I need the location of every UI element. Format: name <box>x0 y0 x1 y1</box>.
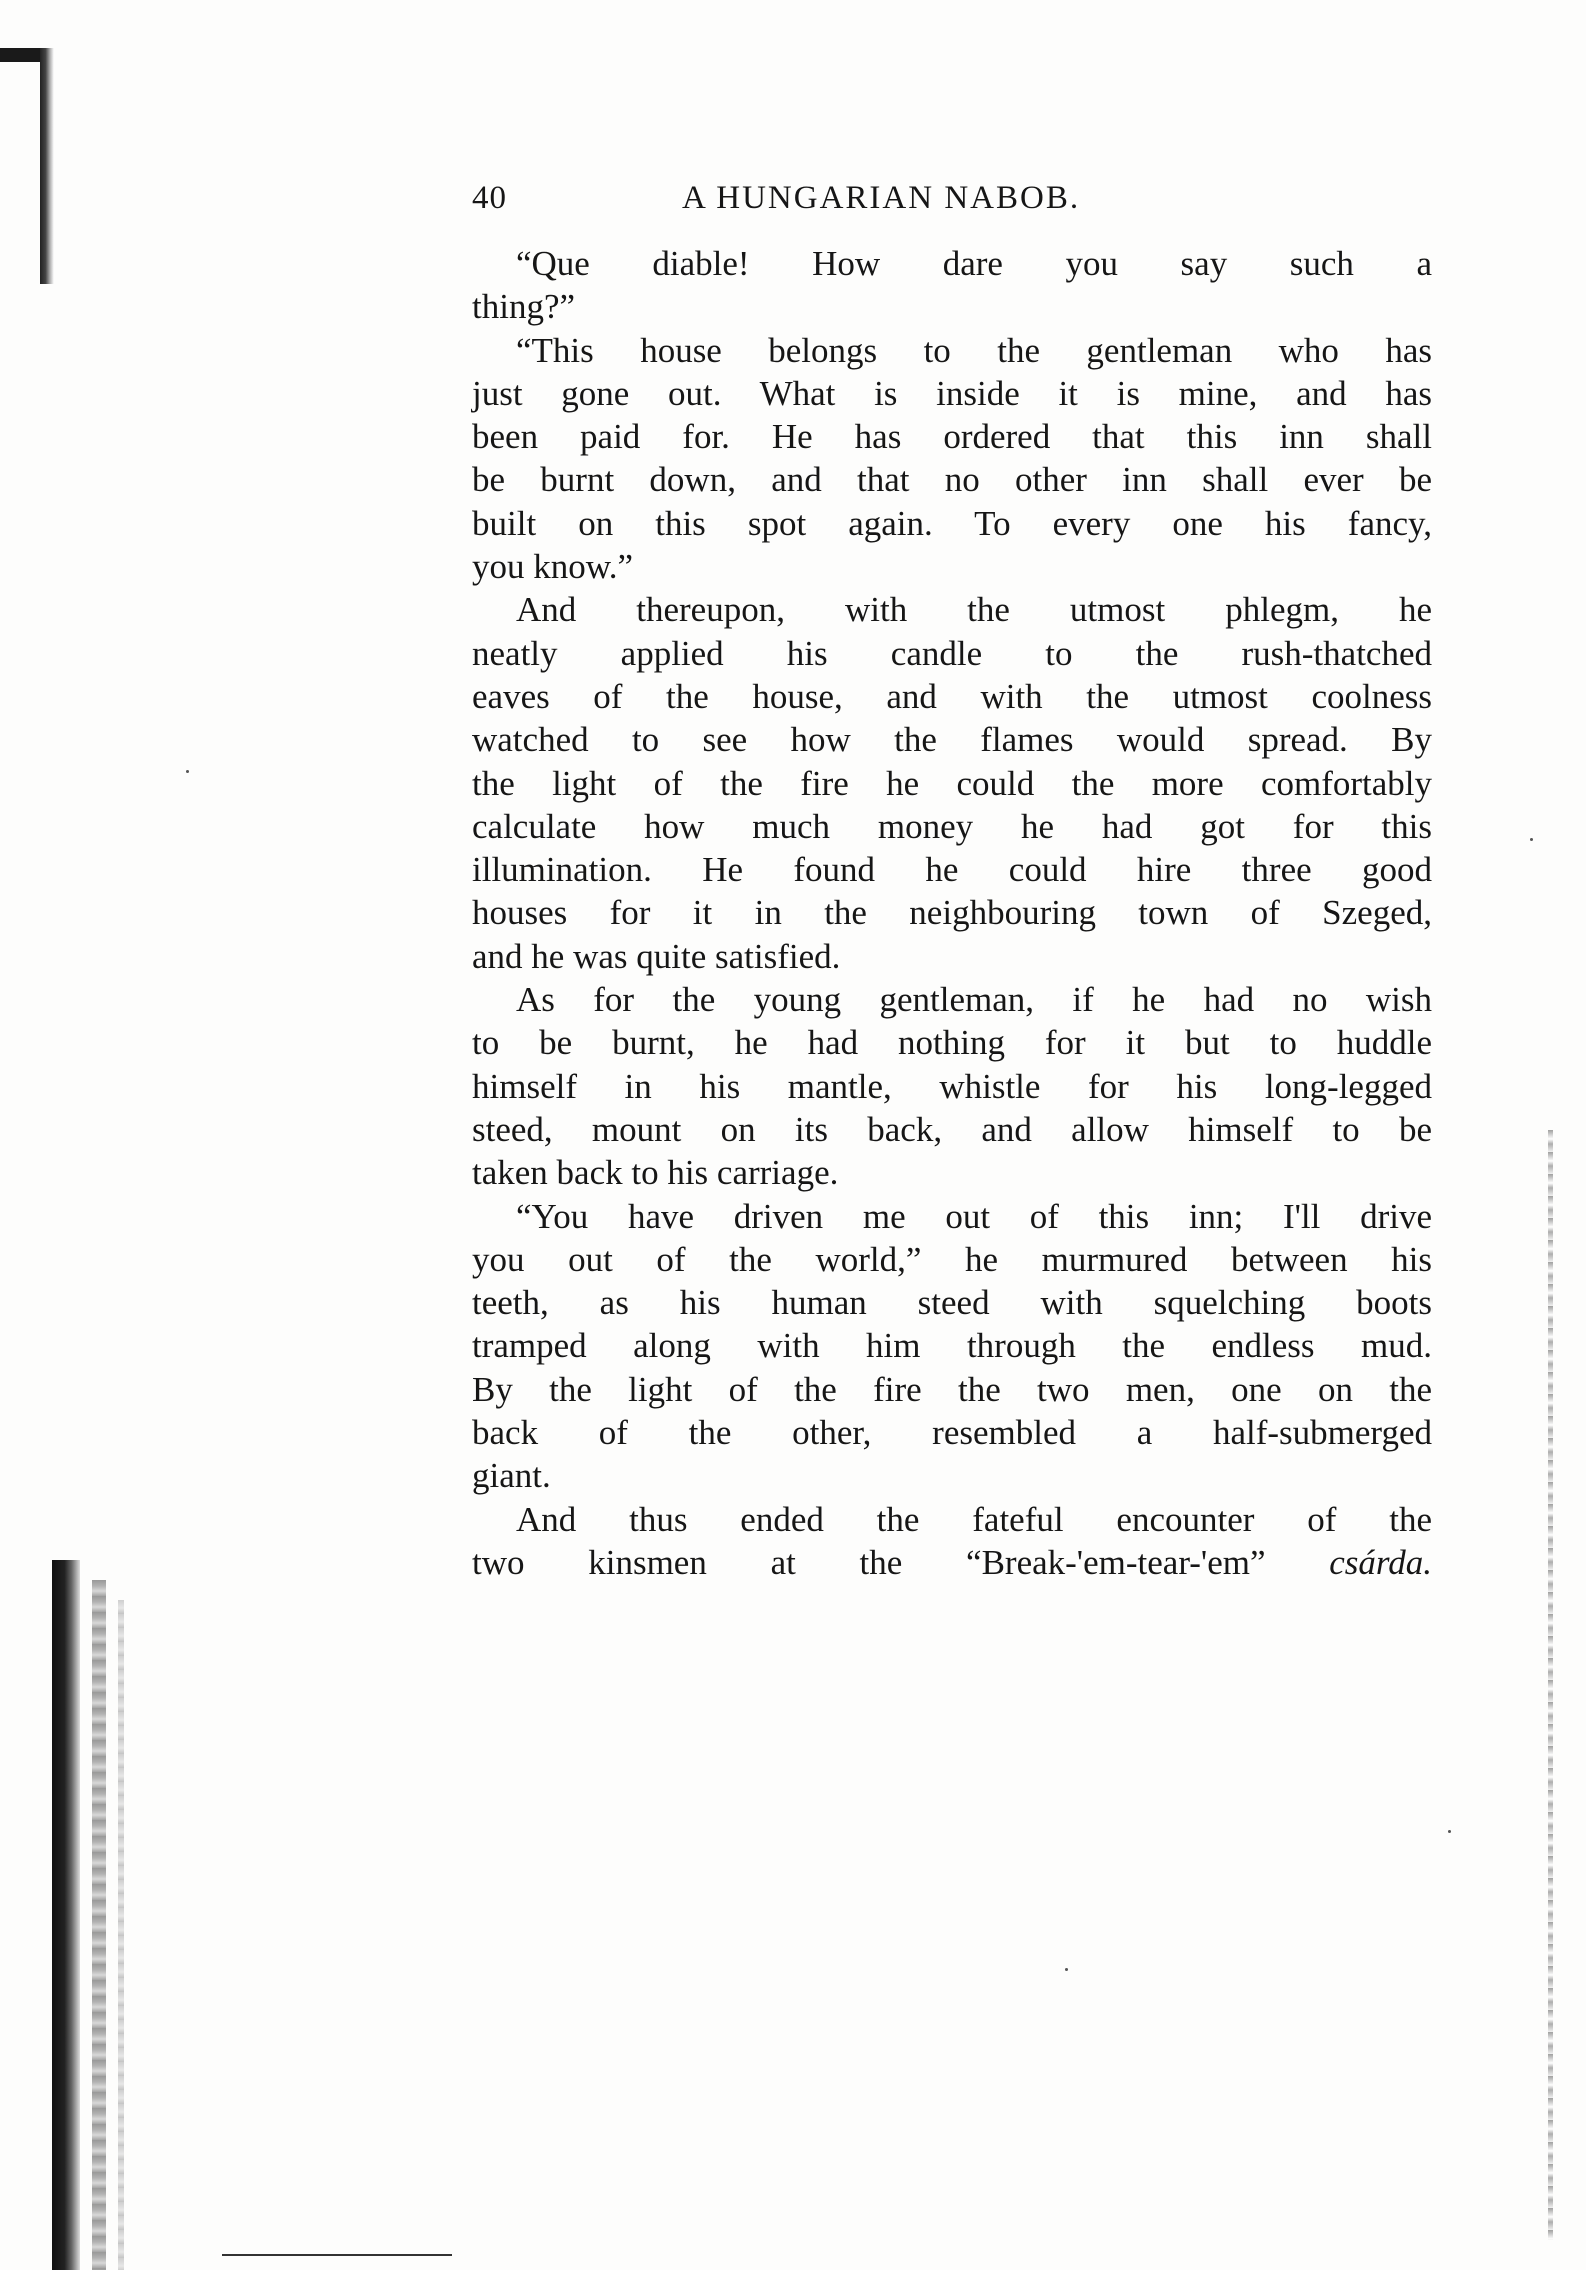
text-line: giant. <box>472 1456 551 1496</box>
text-line: As for the young gentleman, if he had no wish <box>516 980 1432 1020</box>
text-line: built on this spot again. To every one his fancy, <box>472 503 1432 543</box>
text-line: and he was quite satisfied. <box>472 936 841 976</box>
paragraph <box>472 588 1432 978</box>
final-line-italic-word: csárda. <box>1329 1542 1432 1582</box>
paragraph <box>472 329 1432 589</box>
scan-edge-right <box>1548 1130 1553 2240</box>
scan-binding-shadow-lower <box>52 1560 80 2270</box>
text-line: calculate how much money he had got for this <box>472 806 1432 846</box>
text-line: taken back to his carriage. <box>472 1153 839 1193</box>
text-line: tramped along with him through the endless mud. <box>472 1326 1432 1366</box>
scan-binding-shadow-lower-2 <box>92 1580 106 2270</box>
text-line: back of the other, resembled a half-submerged <box>472 1413 1432 1453</box>
text-line: houses for it in the neighbouring town of Szeged, <box>472 893 1432 933</box>
text-line: steed, mount on its back, and allow himself to be <box>472 1109 1432 1149</box>
text-line: teeth, as his human steed with squelching boots <box>472 1283 1432 1323</box>
text-line: eaves of the house, and with the utmost coolness <box>472 676 1432 716</box>
scan-speck <box>1448 1830 1451 1833</box>
text-line: “Que diable! How dare you say such a <box>516 244 1432 283</box>
paragraph <box>472 1195 1432 1498</box>
text-line: watched to see how the flames would spread. By <box>472 720 1432 760</box>
text-line: And thus ended the fateful encounter of the <box>516 1499 1432 1539</box>
text-line: you out of the world,” he murmured between his <box>472 1239 1432 1279</box>
scan-speck <box>1065 1968 1068 1971</box>
text-line: be burnt down, and that no other inn shall ever be <box>472 460 1432 500</box>
scan-bottom-line <box>222 2254 452 2256</box>
paragraph <box>472 978 1432 1194</box>
text-line: to be burnt, he had nothing for it but to huddle <box>472 1023 1432 1063</box>
text-line: And thereupon, with the utmost phlegm, he <box>516 590 1432 630</box>
paragraph <box>472 1498 1432 1585</box>
page-text-block <box>472 180 1432 1584</box>
text-line: By the light of the fire the two men, one on the <box>472 1369 1432 1409</box>
text-line-final <box>472 1541 1432 1584</box>
scan-binding-shadow-upper <box>40 48 54 284</box>
running-title: A HUNGARIAN NABOB. <box>682 180 1081 216</box>
text-line: thing?” <box>472 287 576 327</box>
page-number: 40 <box>472 180 507 216</box>
scan-speck <box>1530 838 1533 841</box>
text-line: illumination. He found he could hire three good <box>472 850 1432 890</box>
scan-binding-shadow-lower-3 <box>118 1600 124 2270</box>
text-line: “This house belongs to the gentleman who has <box>516 330 1432 370</box>
text-line: been paid for. He has ordered that this inn shall <box>472 417 1432 457</box>
running-head <box>472 180 1432 230</box>
text-line: just gone out. What is inside it is mine, and has <box>472 373 1432 413</box>
text-line: himself in his mantle, whistle for his long-legged <box>472 1066 1432 1106</box>
text-line: neatly applied his candle to the rush-thatched <box>472 633 1432 673</box>
paragraph <box>472 242 1432 329</box>
text-line: you know.” <box>472 547 634 587</box>
text-line: “You have driven me out of this inn; I'll drive <box>516 1196 1432 1236</box>
final-line-text: two kinsmen at the “Break-'em-tear-'em” <box>472 1542 1266 1582</box>
text-line: the light of the fire he could the more comfortably <box>472 763 1432 803</box>
scan-speck <box>186 770 189 773</box>
